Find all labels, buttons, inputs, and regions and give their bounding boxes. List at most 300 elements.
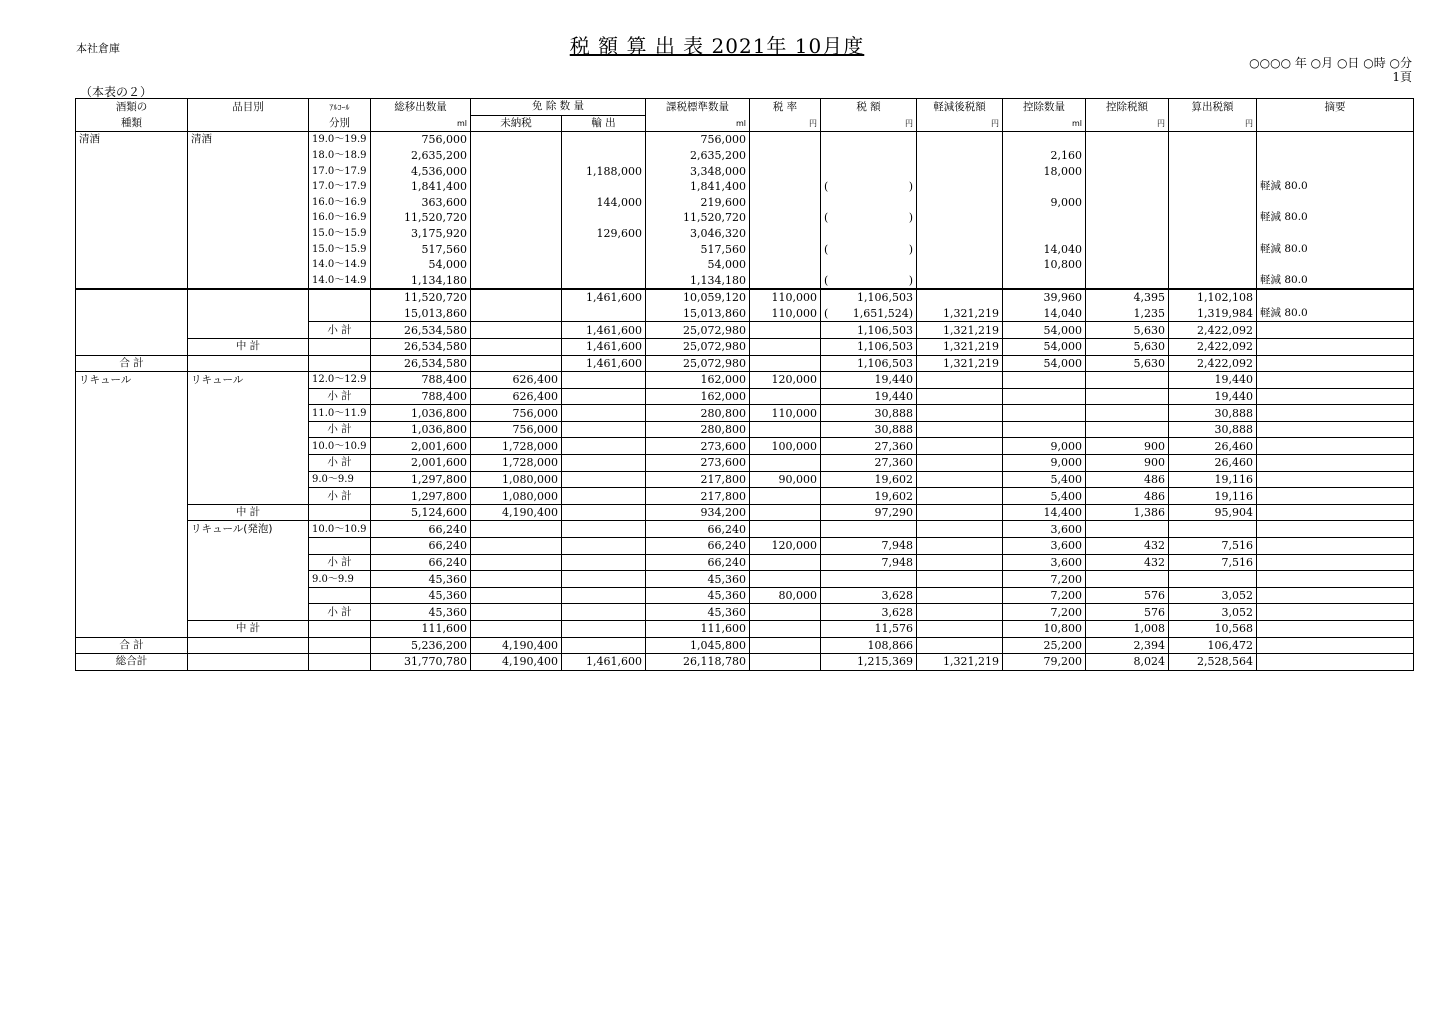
deduct-qty-cell: 3,600	[1003, 554, 1086, 571]
note-cell	[1257, 438, 1414, 455]
note-cell: 軽減 80.0	[1257, 306, 1414, 322]
col-exempt-header: 免 除 数 量	[471, 99, 646, 116]
col-reduced-header: 軽減後税額	[917, 99, 1003, 116]
total-cell: 788,400	[371, 388, 471, 405]
item-cell	[188, 654, 309, 671]
total-cell: 3,175,920	[371, 226, 471, 242]
export-cell	[562, 306, 646, 322]
tax-cell: 19,440	[821, 372, 917, 389]
table-row	[76, 654, 1414, 671]
deduct-tax-cell: 1,008	[1086, 621, 1169, 638]
kind-cell	[76, 273, 188, 290]
deduct-qty-cell: 2,160	[1003, 148, 1086, 164]
mino-cell	[471, 132, 562, 148]
rate-cell	[750, 210, 821, 226]
col-alcohol-header-2: 分別	[309, 115, 371, 132]
base-cell: 54,000	[646, 257, 750, 273]
reduced-cell: 1,321,219	[917, 338, 1003, 355]
reduced-cell	[917, 421, 1003, 438]
item-cell	[188, 163, 309, 179]
deduct-tax-cell	[1086, 195, 1169, 211]
calc-cell: 30,888	[1169, 421, 1257, 438]
col-tax-header: 税 額	[821, 99, 917, 116]
tax-cell: ( )	[821, 273, 917, 290]
deduct-qty-cell: 39,960	[1003, 289, 1086, 306]
col-kind-header-2: 種類	[76, 115, 188, 132]
col-kind-header: 酒類の	[76, 99, 188, 116]
deduct-tax-cell	[1086, 241, 1169, 257]
calc-cell	[1169, 226, 1257, 242]
reduced-cell	[917, 241, 1003, 257]
kind-cell	[76, 421, 188, 438]
mino-cell	[471, 587, 562, 604]
table-row	[76, 148, 1414, 164]
alcohol-cell	[309, 654, 371, 671]
reduced-cell	[917, 372, 1003, 389]
export-cell	[562, 521, 646, 538]
note-cell	[1257, 587, 1414, 604]
alcohol-cell	[309, 637, 371, 654]
tax-cell	[821, 226, 917, 242]
kind-cell	[76, 322, 188, 339]
item-cell	[188, 195, 309, 211]
table-row	[76, 195, 1414, 211]
alcohol-cell	[309, 338, 371, 355]
rate-cell	[750, 195, 821, 211]
rate-cell: 120,000	[750, 538, 821, 555]
export-cell: 1,188,000	[562, 163, 646, 179]
alcohol-cell: 小 計	[309, 421, 371, 438]
col-deduct-tax-header: 控除税額	[1086, 99, 1169, 116]
alcohol-cell	[309, 621, 371, 638]
tax-cell	[821, 521, 917, 538]
item-cell	[188, 210, 309, 226]
calc-cell	[1169, 148, 1257, 164]
item-cell	[188, 405, 309, 422]
item-cell	[188, 355, 309, 372]
tax-cell: 27,360	[821, 455, 917, 472]
kind-cell: 総合計	[76, 654, 188, 671]
total-cell: 1,036,800	[371, 421, 471, 438]
kind-cell	[76, 504, 188, 521]
base-cell: 219,600	[646, 195, 750, 211]
col-tax-unit: 円	[821, 115, 917, 132]
table-row	[76, 621, 1414, 638]
reduced-cell	[917, 132, 1003, 148]
note-cell: 軽減 80.0	[1257, 210, 1414, 226]
note-cell: 軽減 80.0	[1257, 273, 1414, 290]
reduced-cell	[917, 195, 1003, 211]
calc-cell: 7,516	[1169, 538, 1257, 555]
note-cell	[1257, 338, 1414, 355]
note-cell	[1257, 455, 1414, 472]
alcohol-cell	[309, 587, 371, 604]
tax-cell: ( )	[821, 241, 917, 257]
deduct-tax-cell	[1086, 257, 1169, 273]
col-deduct-qty-unit: ml	[1003, 115, 1086, 132]
mino-cell	[471, 621, 562, 638]
table-row	[76, 471, 1414, 488]
alcohol-cell: 17.0～17.9	[309, 163, 371, 179]
tax-cell: ( )	[821, 179, 917, 195]
tax-value	[828, 179, 908, 194]
tax-value	[828, 273, 908, 288]
export-cell: 1,461,600	[562, 322, 646, 339]
deduct-qty-cell: 3,600	[1003, 538, 1086, 555]
tax-cell: 1,106,503	[821, 338, 917, 355]
tax-cell: 7,948	[821, 554, 917, 571]
table-row	[76, 163, 1414, 179]
calc-cell: 1,102,108	[1169, 289, 1257, 306]
alcohol-cell: 9.0～9.9	[309, 471, 371, 488]
table-row	[76, 338, 1414, 355]
rate-cell: 110,000	[750, 405, 821, 422]
kind-cell	[76, 163, 188, 179]
col-rate-unit: 円	[750, 115, 821, 132]
rate-cell	[750, 338, 821, 355]
rate-cell	[750, 604, 821, 621]
alcohol-cell: 15.0～15.9	[309, 226, 371, 242]
base-cell: 111,600	[646, 621, 750, 638]
deduct-qty-cell	[1003, 179, 1086, 195]
reduced-cell	[917, 289, 1003, 306]
alcohol-cell	[309, 538, 371, 555]
calc-cell: 26,460	[1169, 438, 1257, 455]
reduced-cell	[917, 471, 1003, 488]
mino-cell	[471, 604, 562, 621]
deduct-tax-cell	[1086, 571, 1169, 588]
tax-cell: 19,440	[821, 388, 917, 405]
kind-cell	[76, 257, 188, 273]
deduct-qty-cell: 18,000	[1003, 163, 1086, 179]
item-cell: 中 計	[188, 338, 309, 355]
item-cell	[188, 455, 309, 472]
table-row	[76, 554, 1414, 571]
export-cell	[562, 179, 646, 195]
deduct-qty-cell: 7,200	[1003, 571, 1086, 588]
kind-cell	[76, 179, 188, 195]
deduct-qty-cell	[1003, 226, 1086, 242]
calc-cell: 10,568	[1169, 621, 1257, 638]
deduct-tax-cell	[1086, 273, 1169, 290]
kind-cell	[76, 621, 188, 638]
export-cell: 144,000	[562, 195, 646, 211]
tax-cell: 30,888	[821, 405, 917, 422]
item-cell	[188, 421, 309, 438]
note-cell	[1257, 637, 1414, 654]
base-cell: 25,072,980	[646, 355, 750, 372]
kind-cell	[76, 455, 188, 472]
reduced-cell	[917, 504, 1003, 521]
export-cell	[562, 372, 646, 389]
reduced-cell	[917, 438, 1003, 455]
item-cell	[188, 471, 309, 488]
deduct-qty-cell	[1003, 372, 1086, 389]
item-cell	[188, 438, 309, 455]
deduct-qty-cell: 9,000	[1003, 455, 1086, 472]
calc-cell	[1169, 521, 1257, 538]
tax-cell: 1,215,369	[821, 654, 917, 671]
item-cell	[188, 273, 309, 290]
export-cell	[562, 504, 646, 521]
calc-cell	[1169, 571, 1257, 588]
table-row	[76, 306, 1414, 322]
export-cell	[562, 571, 646, 588]
col-note-header: 摘要	[1257, 99, 1414, 116]
table-row	[76, 179, 1414, 195]
total-cell: 363,600	[371, 195, 471, 211]
export-cell	[562, 405, 646, 422]
col-export-header: 輸 出	[562, 115, 646, 132]
deduct-tax-cell	[1086, 226, 1169, 242]
deduct-tax-cell: 1,386	[1086, 504, 1169, 521]
base-cell: 66,240	[646, 521, 750, 538]
company-name: 本社倉庫	[76, 42, 120, 55]
deduct-qty-cell: 9,000	[1003, 438, 1086, 455]
mino-cell: 1,080,000	[471, 488, 562, 505]
base-cell: 25,072,980	[646, 322, 750, 339]
note-cell	[1257, 604, 1414, 621]
base-cell: 217,800	[646, 471, 750, 488]
total-cell: 1,036,800	[371, 405, 471, 422]
base-cell: 756,000	[646, 132, 750, 148]
calc-cell	[1169, 179, 1257, 195]
rate-cell	[750, 621, 821, 638]
export-cell: 1,461,600	[562, 355, 646, 372]
calc-cell: 95,904	[1169, 504, 1257, 521]
rate-cell	[750, 455, 821, 472]
kind-cell	[76, 195, 188, 211]
deduct-qty-cell	[1003, 132, 1086, 148]
total-cell: 5,236,200	[371, 637, 471, 654]
calc-cell: 19,116	[1169, 471, 1257, 488]
alcohol-cell: 小 計	[309, 488, 371, 505]
note-cell: 軽減 80.0	[1257, 179, 1414, 195]
rate-cell	[750, 355, 821, 372]
base-cell: 217,800	[646, 488, 750, 505]
total-cell: 45,360	[371, 571, 471, 588]
kind-cell	[76, 521, 188, 538]
deduct-tax-cell: 432	[1086, 554, 1169, 571]
mino-cell	[471, 241, 562, 257]
alcohol-cell: 17.0～17.9	[309, 179, 371, 195]
tax-calculation-table	[75, 98, 1414, 671]
mino-cell: 756,000	[471, 405, 562, 422]
total-cell: 11,520,720	[371, 289, 471, 306]
reduced-cell	[917, 226, 1003, 242]
table-row	[76, 241, 1414, 257]
table-row	[76, 604, 1414, 621]
col-reduced-unit: 円	[917, 115, 1003, 132]
mino-cell	[471, 257, 562, 273]
base-cell: 280,800	[646, 405, 750, 422]
base-cell: 517,560	[646, 241, 750, 257]
col-mino-header: 未納税	[471, 115, 562, 132]
alcohol-cell: 16.0～16.9	[309, 210, 371, 226]
item-cell: リキュール(発泡)	[188, 521, 309, 538]
calc-cell: 26,460	[1169, 455, 1257, 472]
kind-cell	[76, 241, 188, 257]
note-cell	[1257, 554, 1414, 571]
kind-cell	[76, 554, 188, 571]
note-cell	[1257, 148, 1414, 164]
kind-cell	[76, 338, 188, 355]
rate-cell	[750, 421, 821, 438]
deduct-qty-cell: 10,800	[1003, 257, 1086, 273]
base-cell: 934,200	[646, 504, 750, 521]
deduct-qty-cell: 14,040	[1003, 241, 1086, 257]
export-cell	[562, 132, 646, 148]
rate-cell: 110,000	[750, 306, 821, 322]
note-cell	[1257, 654, 1414, 671]
deduct-qty-cell: 54,000	[1003, 355, 1086, 372]
col-base-unit: ml	[646, 115, 750, 132]
note-cell	[1257, 521, 1414, 538]
export-cell	[562, 604, 646, 621]
reduced-cell: 1,321,219	[917, 306, 1003, 322]
calc-cell: 106,472	[1169, 637, 1257, 654]
note-cell	[1257, 471, 1414, 488]
kind-cell	[76, 587, 188, 604]
alcohol-cell	[309, 306, 371, 322]
table-row	[76, 132, 1414, 148]
mino-cell	[471, 179, 562, 195]
kind-cell: 清酒	[76, 132, 188, 148]
alcohol-cell: 9.0～9.9	[309, 571, 371, 588]
mino-cell: 4,190,400	[471, 654, 562, 671]
deduct-tax-cell: 5,630	[1086, 322, 1169, 339]
reduced-cell	[917, 604, 1003, 621]
item-cell	[188, 241, 309, 257]
reduced-cell	[917, 571, 1003, 588]
total-cell: 66,240	[371, 554, 471, 571]
base-cell: 25,072,980	[646, 338, 750, 355]
tax-cell: 1,106,503	[821, 322, 917, 339]
base-cell: 1,134,180	[646, 273, 750, 290]
rate-cell: 100,000	[750, 438, 821, 455]
deduct-tax-cell: 432	[1086, 538, 1169, 555]
deduct-qty-cell	[1003, 405, 1086, 422]
table-row	[76, 322, 1414, 339]
rate-cell	[750, 504, 821, 521]
note-cell	[1257, 195, 1414, 211]
kind-cell	[76, 471, 188, 488]
item-cell	[188, 257, 309, 273]
rate-cell: 110,000	[750, 289, 821, 306]
kind-cell: 合 計	[76, 637, 188, 654]
note-cell	[1257, 163, 1414, 179]
table-row	[76, 587, 1414, 604]
deduct-qty-cell: 25,200	[1003, 637, 1086, 654]
alcohol-cell: 小 計	[309, 322, 371, 339]
deduct-qty-cell: 14,400	[1003, 504, 1086, 521]
mino-cell	[471, 571, 562, 588]
deduct-qty-cell	[1003, 388, 1086, 405]
kind-cell: リキュール	[76, 372, 188, 389]
rate-cell: 120,000	[750, 372, 821, 389]
table-row	[76, 538, 1414, 555]
tax-cell: 1,106,503	[821, 289, 917, 306]
table-row	[76, 257, 1414, 273]
table-row	[76, 521, 1414, 538]
item-cell	[188, 148, 309, 164]
alcohol-cell	[309, 289, 371, 306]
note-cell	[1257, 571, 1414, 588]
alcohol-cell	[309, 355, 371, 372]
mino-cell	[471, 210, 562, 226]
print-datetime: ○○○○ 年 ○月 ○日 ○時 ○分	[1249, 56, 1412, 70]
table-row	[76, 637, 1414, 654]
tax-cell	[821, 257, 917, 273]
kind-cell	[76, 604, 188, 621]
note-cell	[1257, 355, 1414, 372]
tax-cell: ( )	[821, 210, 917, 226]
export-cell	[562, 421, 646, 438]
col-base-header: 課税標準数量	[646, 99, 750, 116]
tax-cell	[821, 148, 917, 164]
table-row	[76, 504, 1414, 521]
deduct-tax-cell: 2,394	[1086, 637, 1169, 654]
calc-cell: 2,528,564	[1169, 654, 1257, 671]
note-cell	[1257, 621, 1414, 638]
deduct-tax-cell	[1086, 521, 1169, 538]
note-cell: 軽減 80.0	[1257, 241, 1414, 257]
item-cell	[188, 538, 309, 555]
tax-cell: 19,602	[821, 488, 917, 505]
item-cell	[188, 587, 309, 604]
table-row	[76, 455, 1414, 472]
reduced-cell	[917, 163, 1003, 179]
reduced-cell	[917, 388, 1003, 405]
tax-cell	[821, 132, 917, 148]
table-row	[76, 226, 1414, 242]
table-row	[76, 372, 1414, 389]
item-cell	[188, 554, 309, 571]
base-cell: 280,800	[646, 421, 750, 438]
note-cell	[1257, 405, 1414, 422]
col-alcohol-header: ｱﾙｺｰﾙ	[309, 99, 371, 116]
alcohol-cell: 小 計	[309, 388, 371, 405]
base-cell: 26,118,780	[646, 654, 750, 671]
col-deduct-qty-header: 控除数量	[1003, 99, 1086, 116]
alcohol-cell: 10.0～10.9	[309, 438, 371, 455]
note-cell	[1257, 289, 1414, 306]
calc-cell: 19,116	[1169, 488, 1257, 505]
reduced-cell	[917, 148, 1003, 164]
rate-cell: 90,000	[750, 471, 821, 488]
tax-cell: 97,290	[821, 504, 917, 521]
calc-cell	[1169, 241, 1257, 257]
note-cell	[1257, 488, 1414, 505]
kind-cell	[76, 538, 188, 555]
mino-cell: 1,728,000	[471, 455, 562, 472]
base-cell: 45,360	[646, 571, 750, 588]
rate-cell	[750, 132, 821, 148]
export-cell	[562, 538, 646, 555]
alcohol-cell: 18.0～18.9	[309, 148, 371, 164]
total-cell: 4,536,000	[371, 163, 471, 179]
page-title: 税 額 算 出 表 2021年 10月度	[569, 34, 865, 58]
calc-cell: 3,052	[1169, 587, 1257, 604]
deduct-tax-cell	[1086, 163, 1169, 179]
base-cell: 2,635,200	[646, 148, 750, 164]
item-cell: 清酒	[188, 132, 309, 148]
item-cell	[188, 322, 309, 339]
base-cell: 10,059,120	[646, 289, 750, 306]
alcohol-cell: 14.0～14.9	[309, 257, 371, 273]
calc-cell	[1169, 195, 1257, 211]
reduced-cell	[917, 521, 1003, 538]
